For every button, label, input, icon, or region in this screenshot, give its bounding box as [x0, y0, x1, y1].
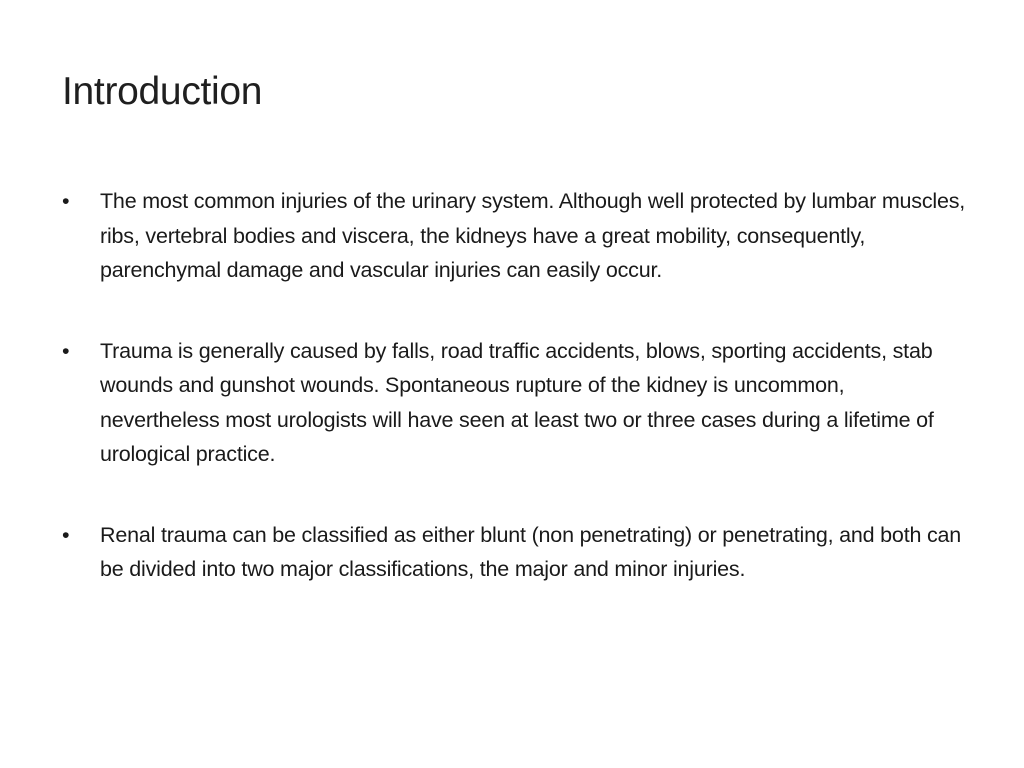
bullet-text: Trauma is generally caused by falls, road traffic accidents, blows, sporting accidents, stab wounds and gunshot wounds. Spontaneous rupture of the kidney is uncommon, nevertheless most urologists will have seen at least two or three cases during a lifetime of urological practice.	[100, 338, 934, 466]
bullet-text: The most common injuries of the urinary system. Although well protected by lumbar muscles, ribs, vertebral bodies and viscera, the kidneys have a great mobility, consequently, parenchymal damage and vascular injuries can easily occur.	[100, 189, 966, 282]
bullet-item	[62, 184, 967, 288]
bullet-text: Renal trauma can be classified as either blunt (non penetrating) or penetrating, and both can be divided into two major classifications, the major and minor injuries.	[100, 522, 962, 581]
bullet-icon: •	[62, 522, 70, 547]
slide-title: Introduction	[62, 70, 263, 113]
bullet-list	[62, 184, 967, 633]
bullet-icon: •	[62, 189, 70, 213]
bullet-item	[62, 518, 967, 587]
bullet-icon: •	[62, 338, 70, 363]
bullet-item	[62, 334, 967, 472]
